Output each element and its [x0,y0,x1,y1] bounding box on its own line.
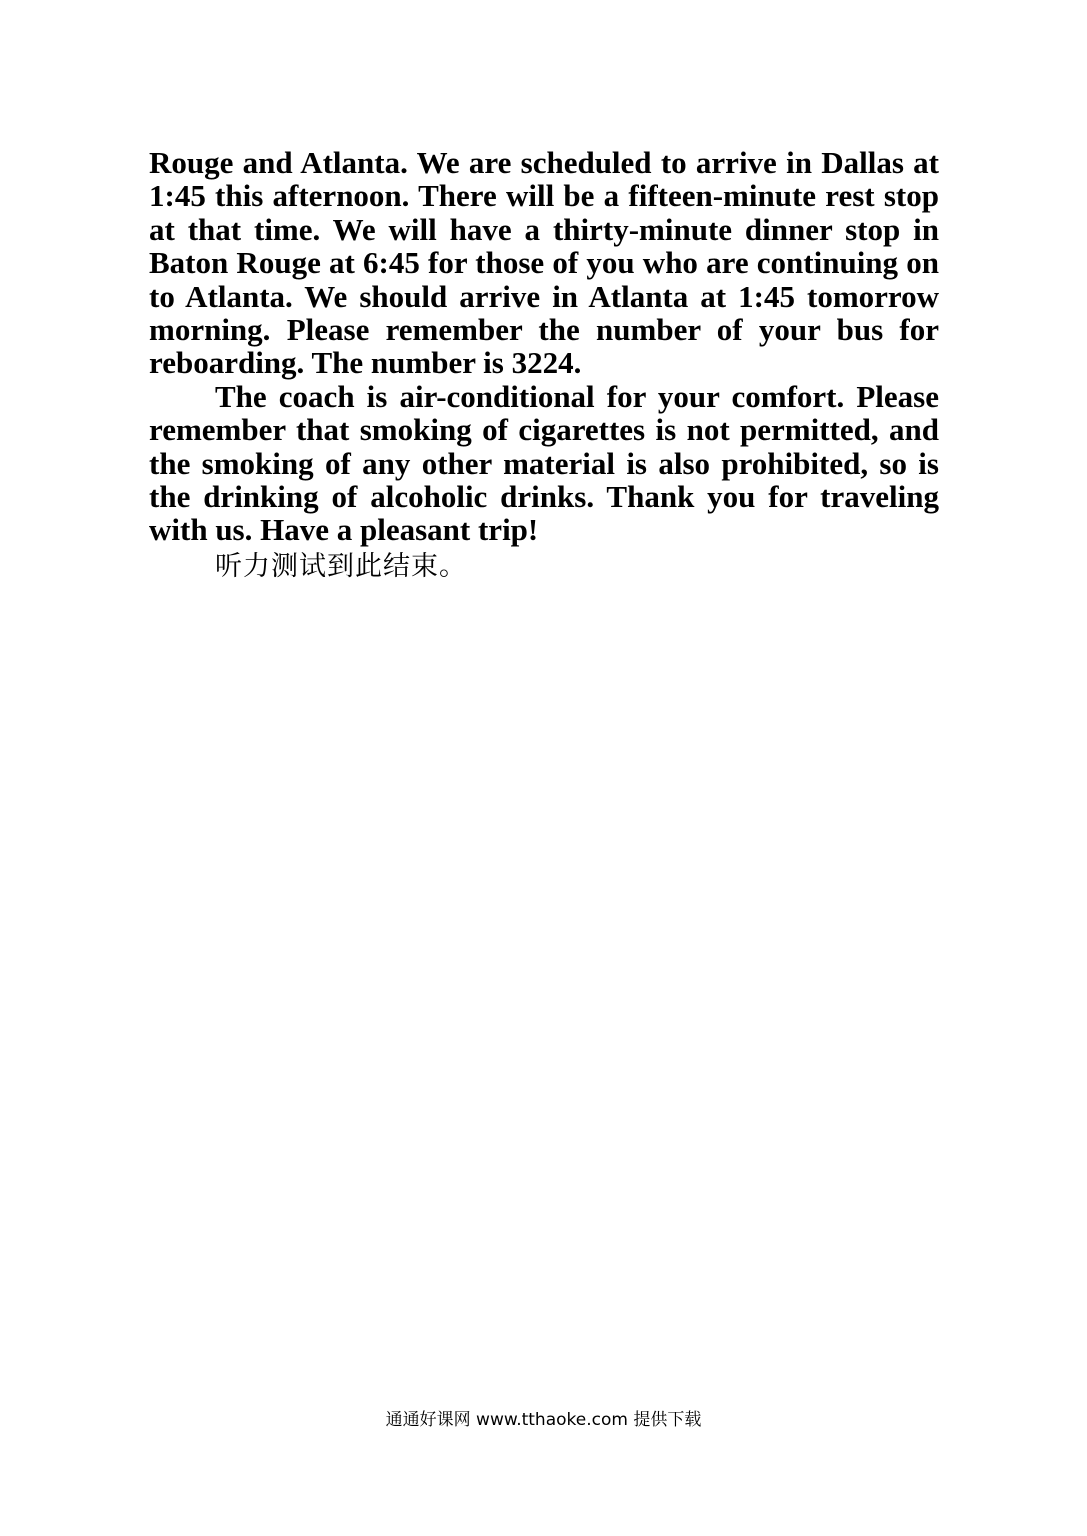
paragraph-coach-rules: The coach is air-conditional for your comfort. Please remember that smoking of cigarettes is not permitted, and the smoking of any other material is also prohibited, so is the drinking of alcoholic drinks. Thank you for traveling with us. Have a pleasant trip! [149,378,939,548]
page-footer: 通通好课网 www.tthaoke.com 提供下载 [385,1410,702,1430]
paragraph-continuation: Rouge and Atlanta. We are scheduled to arrive in Dallas at 1:45 this afternoon. There will be a fifteen-minute rest stop at that time. We will have a thirty-minute dinner stop in Baton Rouge at 6:45 for those of you who are continuing on to Atlanta. We should arrive in Atlanta at 1:45 tomorrow morning. Please remember the number of your bus for reboarding. The number is 3224. [149,145,939,381]
body-text [149,146,939,587]
closing-line: 听力测试到此结束。 [215,550,467,582]
